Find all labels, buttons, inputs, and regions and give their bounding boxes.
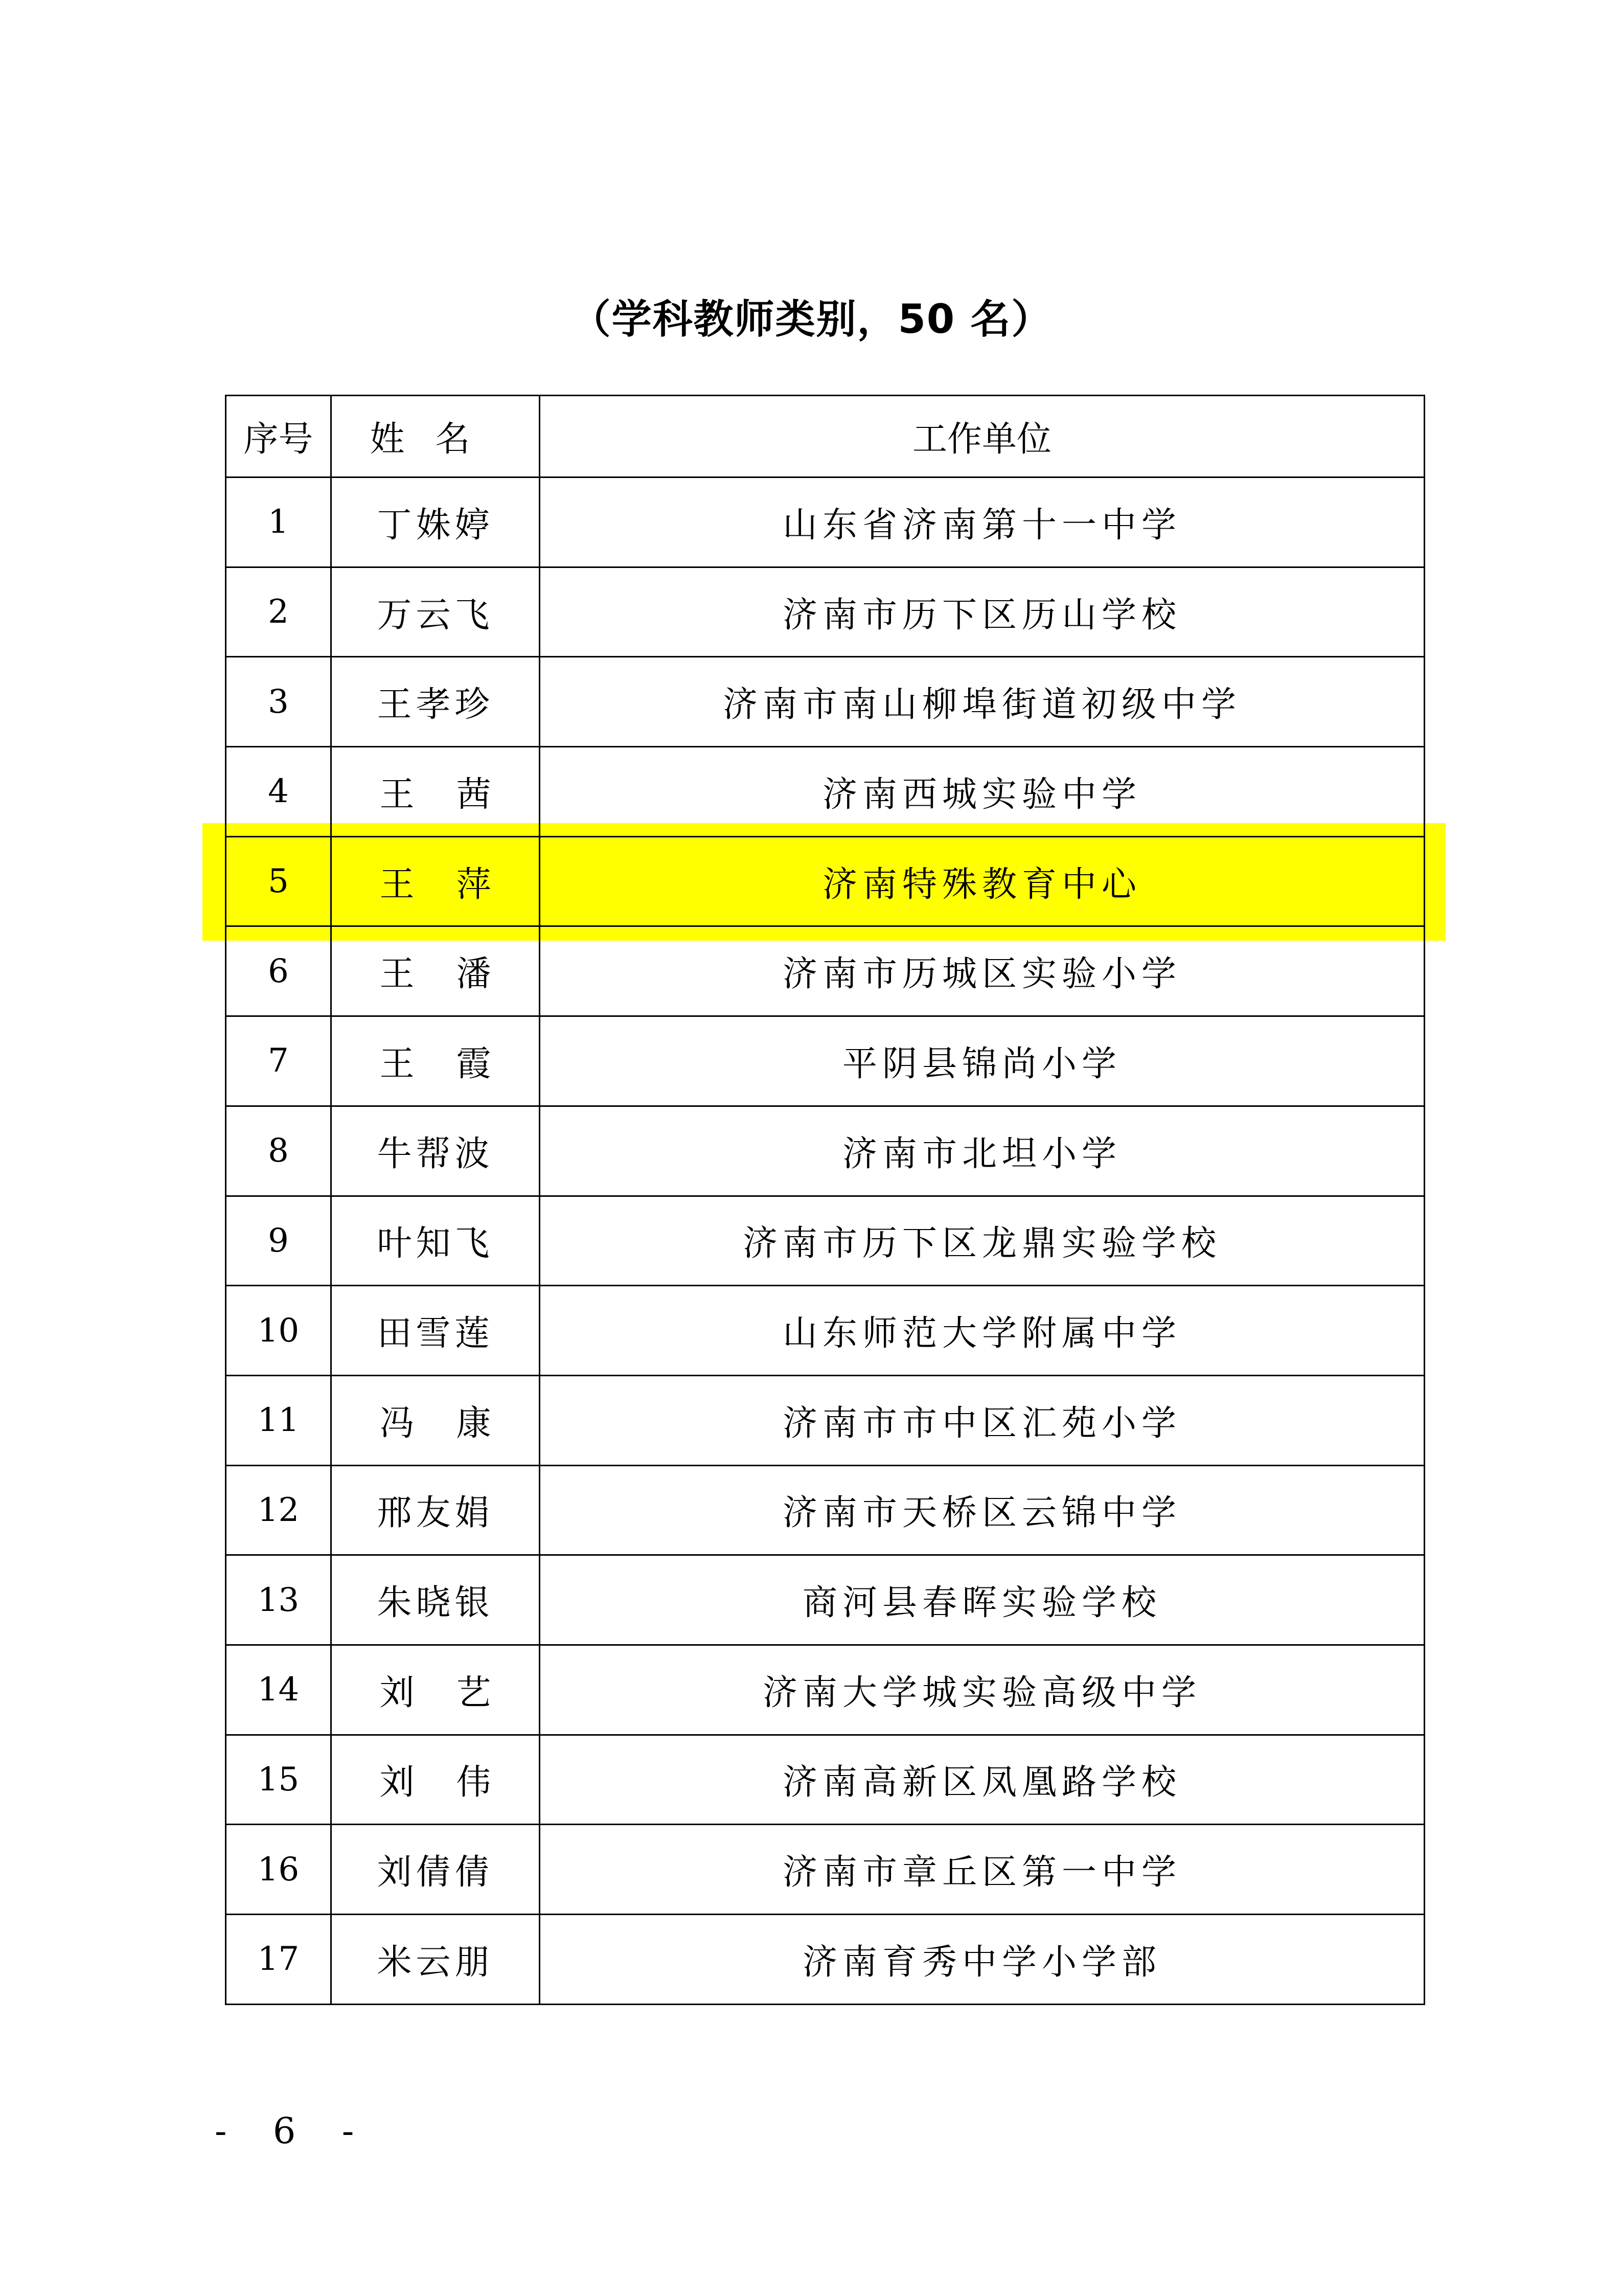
- row-index: 3: [226, 657, 331, 747]
- work-unit: 商河县春晖实验学校: [540, 1555, 1425, 1645]
- row-index: 12: [226, 1465, 331, 1555]
- table-row: [226, 1645, 1425, 1735]
- table-row: [226, 478, 1425, 567]
- row-index: 2: [226, 567, 331, 657]
- table-row: [226, 1915, 1425, 2005]
- work-unit: 济南高新区凤凰路学校: [540, 1735, 1425, 1825]
- page-number: - 6 -: [215, 2110, 372, 2152]
- work-unit: 济南市南山柳埠街道初级中学: [540, 657, 1425, 747]
- table-row: [226, 1465, 1425, 1555]
- work-unit: 济南市北坦小学: [540, 1106, 1425, 1196]
- row-index: 16: [226, 1825, 331, 1915]
- work-unit: 济南市历下区历山学校: [540, 567, 1425, 657]
- teacher-name: 米云朋: [331, 1915, 540, 2005]
- row-index: 17: [226, 1915, 331, 2005]
- row-index: 14: [226, 1645, 331, 1735]
- teacher-name: 刘倩倩: [331, 1825, 540, 1915]
- row-index: 11: [226, 1375, 331, 1465]
- teacher-name: 朱晓银: [331, 1555, 540, 1645]
- work-unit: 济南市历下区龙鼎实验学校: [540, 1196, 1425, 1286]
- work-unit: 济南特殊教育中心: [540, 836, 1425, 926]
- teacher-name: 王萍: [331, 836, 540, 926]
- row-index: 13: [226, 1555, 331, 1645]
- work-unit: 济南市历城区实验小学: [540, 926, 1425, 1016]
- teacher-name: 万云飞: [331, 567, 540, 657]
- row-index: 1: [226, 478, 331, 567]
- table-row: [226, 1825, 1425, 1915]
- work-unit: 济南市市中区汇苑小学: [540, 1375, 1425, 1465]
- work-unit: 济南育秀中学小学部: [540, 1915, 1425, 2005]
- table-row: [226, 1555, 1425, 1645]
- row-index: 4: [226, 747, 331, 837]
- teacher-name: 王潘: [331, 926, 540, 1016]
- row-index: 9: [226, 1196, 331, 1286]
- table-row: [226, 926, 1425, 1016]
- teacher-name: 叶知飞: [331, 1196, 540, 1286]
- work-unit: 济南大学城实验高级中学: [540, 1645, 1425, 1735]
- table-row: [226, 1106, 1425, 1196]
- work-unit: 济南市天桥区云锦中学: [540, 1465, 1425, 1555]
- row-index: 7: [226, 1016, 331, 1106]
- teacher-table: [225, 395, 1425, 2005]
- teacher-name: 丁姝婷: [331, 478, 540, 567]
- table-row: [226, 1286, 1425, 1376]
- header-name: 姓名: [331, 396, 540, 478]
- teacher-name: 冯康: [331, 1375, 540, 1465]
- work-unit: 平阴县锦尚小学: [540, 1016, 1425, 1106]
- teacher-name: 牛帮波: [331, 1106, 540, 1196]
- row-index: 8: [226, 1106, 331, 1196]
- header-index: 序号: [226, 396, 331, 478]
- table-header-row: [226, 396, 1425, 478]
- row-index: 10: [226, 1286, 331, 1376]
- work-unit: 济南西城实验中学: [540, 747, 1425, 837]
- work-unit: 山东省济南第十一中学: [540, 478, 1425, 567]
- page-title: （学科教师类别，50 名）: [570, 297, 1053, 343]
- table-row: [226, 1196, 1425, 1286]
- row-index: 6: [226, 926, 331, 1016]
- teacher-name: 邢友娟: [331, 1465, 540, 1555]
- row-index: 5: [226, 836, 331, 926]
- table-row: [226, 567, 1425, 657]
- teacher-name: 王霞: [331, 1016, 540, 1106]
- table-row: [226, 836, 1425, 926]
- header-unit: 工作单位: [540, 396, 1425, 478]
- teacher-name: 刘伟: [331, 1735, 540, 1825]
- teacher-name: 刘艺: [331, 1645, 540, 1735]
- teacher-name: 王孝珍: [331, 657, 540, 747]
- table-row: [226, 747, 1425, 837]
- table-row: [226, 1016, 1425, 1106]
- row-index: 15: [226, 1735, 331, 1825]
- table-row: [226, 657, 1425, 747]
- table-row: [226, 1375, 1425, 1465]
- teacher-name: 王茜: [331, 747, 540, 837]
- teacher-name: 田雪莲: [331, 1286, 540, 1376]
- work-unit: 济南市章丘区第一中学: [540, 1825, 1425, 1915]
- work-unit: 山东师范大学附属中学: [540, 1286, 1425, 1376]
- table-row: [226, 1735, 1425, 1825]
